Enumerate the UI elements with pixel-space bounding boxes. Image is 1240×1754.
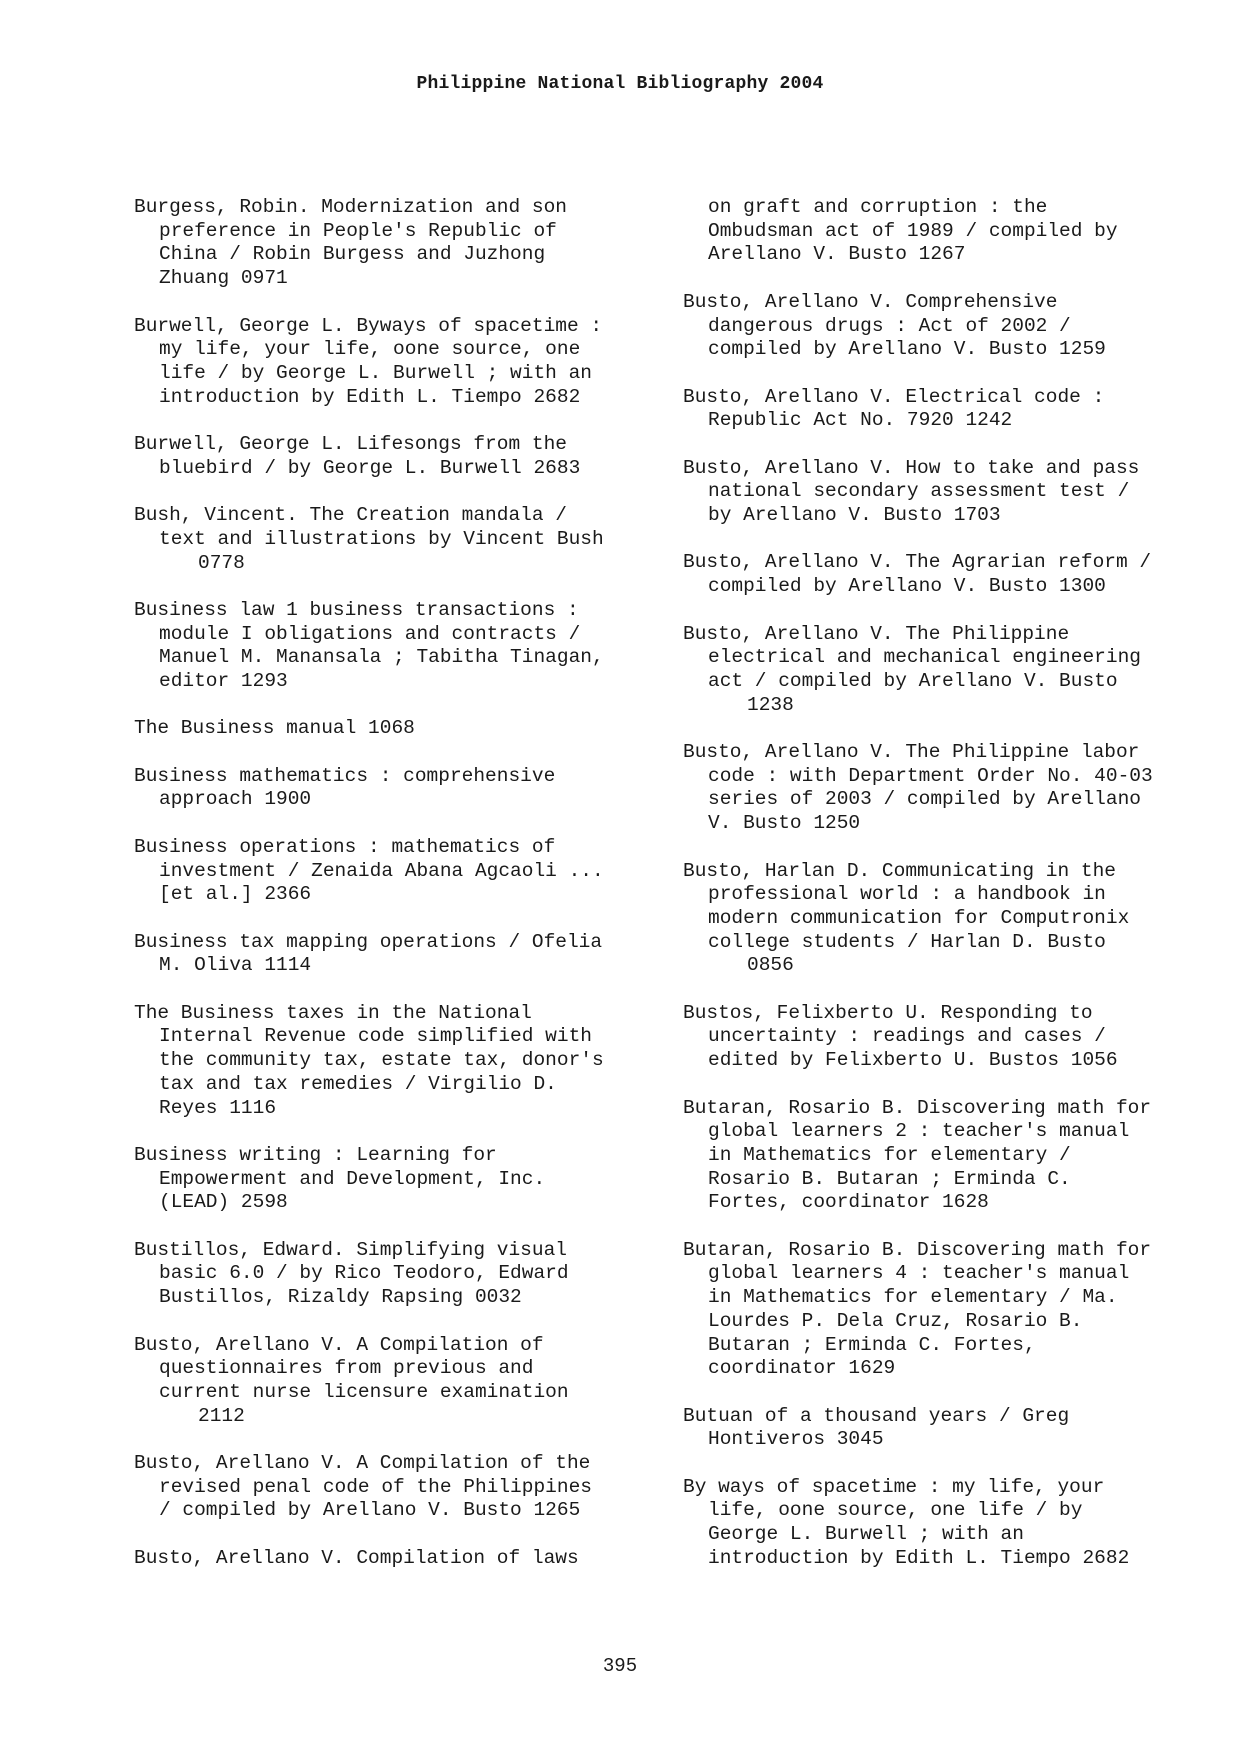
entry-line: investment / Zenaida Abana Agcaoli ... <box>159 859 604 882</box>
entry-line: Ombudsman act of 1989 / compiled by <box>708 219 1118 242</box>
bibliography-entry <box>683 1476 1203 1571</box>
entry-line: preference in People's Republic of <box>159 219 557 242</box>
entry-line: the community tax, estate tax, donor's <box>159 1049 604 1072</box>
entry-line: college students / Harlan D. Busto <box>708 930 1106 953</box>
entry-line: Bustos, Felixberto U. Responding to <box>683 1001 1093 1024</box>
bibliography-entry <box>134 504 654 575</box>
entry-line: Rosario B. Butaran ; Erminda C. <box>708 1167 1071 1190</box>
entry-line: M. Oliva 1114 <box>159 954 312 977</box>
entry-line: Business tax mapping operations / Ofelia <box>134 930 603 953</box>
bibliography-entry <box>683 623 1203 718</box>
entry-line: my life, your life, oone source, one <box>159 338 581 361</box>
bibliography-entry <box>683 1002 1203 1073</box>
bibliography-entry <box>134 717 654 741</box>
entry-line: [et al.] 2366 <box>159 883 312 906</box>
entry-line: act / compiled by Arellano V. Busto <box>708 669 1118 692</box>
bibliography-entry <box>683 860 1203 979</box>
entry-line: on graft and corruption : the <box>708 196 1048 218</box>
entry-line: Butaran ; Erminda C. Fortes, <box>708 1333 1036 1356</box>
entry-line: compiled by Arellano V. Busto 1300 <box>708 575 1106 598</box>
entry-line: Business writing : Learning for <box>134 1143 497 1166</box>
entry-line: series of 2003 / compiled by Arellano <box>708 788 1141 811</box>
entry-line: global learners 4 : teacher's manual <box>708 1262 1130 1285</box>
bibliography-entry <box>134 1547 654 1571</box>
entry-line: Busto, Arellano V. The Philippine labor <box>683 741 1140 764</box>
bibliography-entry <box>683 741 1203 836</box>
bibliography-entry <box>134 599 654 694</box>
entry-line: code : with Department Order No. 40-03 <box>708 764 1153 787</box>
entry-line: Internal Revenue code simplified with <box>159 1025 592 1048</box>
entry-line: life, oone source, one life / by <box>708 1499 1083 1522</box>
entry-line: Manuel M. Manansala ; Tabitha Tinagan, <box>159 646 604 669</box>
bibliography-entry <box>134 196 654 291</box>
entry-line: Empowerment and Development, Inc. <box>159 1167 546 1190</box>
entry-line: Burgess, Robin. Modernization and son <box>134 196 567 218</box>
bibliography-entry <box>134 836 654 907</box>
entry-line: in Mathematics for elementary / Ma. <box>708 1286 1118 1309</box>
entry-line: Hontiveros 3045 <box>708 1428 884 1451</box>
entry-line: life / by George L. Burwell ; with an <box>159 361 592 384</box>
page-number: 395 <box>602 1655 638 1677</box>
entry-line: coordinator 1629 <box>708 1357 896 1380</box>
bibliography-entry <box>134 1334 654 1429</box>
entry-line: Busto, Harlan D. Communicating in the <box>683 859 1116 882</box>
entry-line: Business operations : mathematics of <box>134 835 556 858</box>
entry-line: The Business manual 1068 <box>134 717 415 740</box>
entry-line: current nurse licensure examination <box>159 1380 569 1403</box>
entry-line: bluebird / by George L. Burwell 2683 <box>159 456 581 479</box>
entry-line: compiled by Arellano V. Busto 1259 <box>708 338 1106 361</box>
entry-line: Busto, Arellano V. The Agrarian reform / <box>683 551 1152 574</box>
entry-line: Busto, Arellano V. A Compilation of the <box>134 1452 591 1475</box>
entry-line: basic 6.0 / by Rico Teodoro, Edward <box>159 1262 569 1285</box>
bibliography-entry <box>134 1239 654 1310</box>
right-column <box>683 196 1203 1594</box>
entry-line: Busto, Arellano V. Comprehensive <box>683 290 1058 313</box>
entry-line: Busto, Arellano V. The Philippine <box>683 622 1070 645</box>
bibliography-entry <box>683 457 1203 528</box>
entry-line: in Mathematics for elementary / <box>708 1143 1071 1166</box>
entry-line: electrical and mechanical engineering <box>708 646 1141 669</box>
entry-line: Bustillos, Edward. Simplifying visual <box>134 1238 567 1261</box>
bibliography-entry <box>134 315 654 410</box>
bibliography-entry <box>683 1405 1203 1452</box>
bibliography-entry <box>134 765 654 812</box>
entry-line: Butaran, Rosario B. Discovering math for <box>683 1238 1152 1261</box>
bibliography-entry <box>683 1097 1203 1216</box>
entry-line: China / Robin Burgess and Juzhong <box>159 243 546 266</box>
entry-line: 0778 <box>198 551 245 574</box>
entry-line: Butuan of a thousand years / Greg <box>683 1404 1070 1427</box>
entry-line: V. Busto 1250 <box>708 812 861 835</box>
entry-line: Reyes 1116 <box>159 1096 277 1119</box>
entry-line: Busto, Arellano V. Electrical code : <box>683 385 1105 408</box>
bibliography-entry <box>134 1144 654 1215</box>
entry-line: global learners 2 : teacher's manual <box>708 1120 1130 1143</box>
entry-line: Burwell, George L. Byways of spacetime : <box>134 314 603 337</box>
bibliography-entry <box>683 386 1203 433</box>
entry-line: Fortes, coordinator 1628 <box>708 1191 989 1214</box>
entry-line: Bustillos, Rizaldy Rapsing 0032 <box>159 1286 522 1309</box>
entry-line: By ways of spacetime : my life, your <box>683 1475 1105 1498</box>
left-column <box>134 196 654 1594</box>
entry-line: introduction by Edith L. Tiempo 2682 <box>708 1546 1130 1569</box>
entry-line: Lourdes P. Dela Cruz, Rosario B. <box>708 1309 1083 1332</box>
entry-line: Burwell, George L. Lifesongs from the <box>134 433 567 455</box>
bibliography-entry <box>683 1239 1203 1381</box>
bibliography-entry <box>683 551 1203 598</box>
entry-line: Busto, Arellano V. How to take and pass <box>683 456 1140 479</box>
bibliography-entry <box>134 931 654 978</box>
bibliography-entry-continued <box>683 196 1203 267</box>
bibliography-entry <box>683 291 1203 362</box>
entry-line: edited by Felixberto U. Bustos 1056 <box>708 1049 1118 1072</box>
entry-line: dangerous drugs : Act of 2002 / <box>708 314 1071 337</box>
entry-line: introduction by Edith L. Tiempo 2682 <box>159 385 581 408</box>
entry-line: modern communication for Computronix <box>708 906 1130 929</box>
bibliography-entry <box>134 1452 654 1523</box>
entry-line: national secondary assessment test / <box>708 480 1130 503</box>
entry-line: Zhuang 0971 <box>159 267 288 290</box>
entry-line: revised penal code of the Philippines <box>159 1475 592 1498</box>
entry-line: questionnaires from previous and <box>159 1357 534 1380</box>
entry-line: by Arellano V. Busto 1703 <box>708 504 1001 527</box>
entry-line: module I obligations and contracts / <box>159 622 581 645</box>
entry-line: Butaran, Rosario B. Discovering math for <box>683 1096 1152 1119</box>
entry-line: Busto, Arellano V. A Compilation of <box>134 1333 544 1356</box>
entry-line: The Business taxes in the National <box>134 1001 532 1024</box>
entry-line: (LEAD) 2598 <box>159 1191 288 1214</box>
entry-line: Republic Act No. 7920 1242 <box>708 409 1013 432</box>
entry-line: text and illustrations by Vincent Bush <box>159 527 604 550</box>
bibliography-entry <box>134 433 654 480</box>
entry-line: 1238 <box>747 693 794 716</box>
entry-line: George L. Burwell ; with an <box>708 1523 1024 1546</box>
entry-line: tax and tax remedies / Virgilio D. <box>159 1072 557 1095</box>
entry-line: / compiled by Arellano V. Busto 1265 <box>159 1499 581 1522</box>
entry-line: approach 1900 <box>159 788 312 811</box>
entry-line: uncertainty : readings and cases / <box>708 1025 1106 1048</box>
entry-line: Arellano V. Busto 1267 <box>708 243 966 266</box>
entry-line: Business law 1 business transactions : <box>134 598 579 621</box>
entry-line: 0856 <box>747 954 794 977</box>
bibliography-entry <box>134 1002 654 1121</box>
entry-line: Business mathematics : comprehensive <box>134 764 556 787</box>
entry-line: editor 1293 <box>159 670 288 692</box>
entry-line: Busto, Arellano V. Compilation of laws <box>134 1546 579 1569</box>
page-header: Philippine National Bibliography 2004 <box>416 74 824 94</box>
entry-line: 2112 <box>198 1404 245 1427</box>
entry-line: Bush, Vincent. The Creation mandala / <box>134 504 567 527</box>
entry-line: professional world : a handbook in <box>708 883 1106 906</box>
